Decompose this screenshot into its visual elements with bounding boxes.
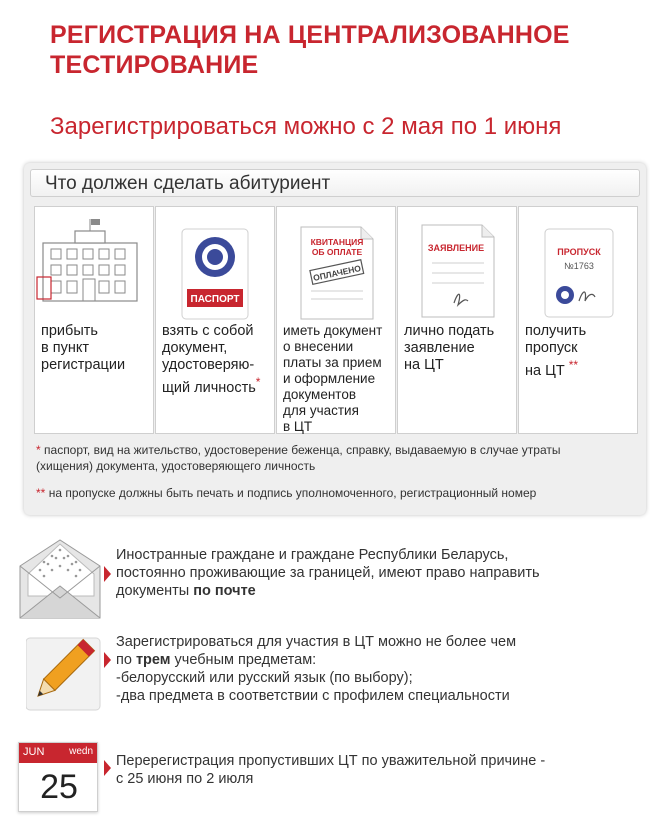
svg-text:№1763: №1763: [564, 261, 594, 271]
step-text: взять с собой документ, удостоверяю- щий личность*: [162, 323, 261, 396]
calendar-day: 25: [40, 768, 78, 806]
calendar-icon: [18, 742, 98, 812]
svg-text:КВИТАНЦИЯ: КВИТАНЦИЯ: [310, 237, 364, 247]
steps-panel: [24, 163, 646, 515]
footnote-2: ** на пропуске должны быть печать и подпись уполномоченного, регистрационный номер: [36, 486, 537, 500]
envelope-icon: [14, 536, 106, 622]
pencil-icon: [26, 632, 106, 716]
calendar-header: JUN wedn: [19, 743, 97, 763]
step-text: иметь документ о внесении платы за прием и оформление документов для участия в ЦТ: [283, 323, 383, 434]
registration-dates: Зарегистрироваться можно с 2 мая по 1 июня: [50, 113, 562, 140]
mail-info: Иностранные граждане и граждане Республики Беларусь, постоянно проживающие за границей, имеют право направить документы по почте: [116, 547, 540, 599]
footnote-mark: *: [255, 375, 261, 389]
chevron-right-icon: [104, 652, 111, 668]
receipt-icon: [277, 223, 397, 323]
step-text: получить пропуск на ЦТ **: [525, 323, 587, 379]
pass-icon: [519, 227, 639, 327]
reregistration-info: Перерегистрация пропустивших ЦТ по уважительной причине - с 25 июня по 2 июля: [116, 753, 546, 787]
application-icon: [398, 221, 518, 321]
step-arrive: [34, 206, 154, 434]
passport-label: ПАСПОРТ: [190, 294, 240, 305]
passport-icon: [156, 227, 276, 327]
panel-heading: Что должен сделать абитуриент: [30, 169, 640, 197]
footnote-mark: **: [568, 358, 579, 372]
chevron-right-icon: [104, 760, 111, 776]
step-payment: [276, 206, 396, 434]
subjects-info: Зарегистрироваться для участия в ЦТ можно не более чем по трем учебным предметам: -белорусский или русский язык (по выбору); -два предмета в соответствии с профилем специальности: [116, 634, 517, 704]
svg-text:ЗАЯВЛЕНИЕ: ЗАЯВЛЕНИЕ: [427, 243, 485, 253]
step-text: лично подать заявление на ЦТ: [404, 323, 495, 373]
building-icon: [35, 217, 155, 307]
step-pass: [518, 206, 638, 434]
paid-stamp: ОПЛАЧЕНО: [312, 263, 362, 283]
step-passport: [155, 206, 275, 434]
page-title: РЕГИСТРАЦИЯ НА ЦЕНТРАЛИЗОВАННОЕ ТЕСТИРОВАНИЕ: [50, 21, 570, 79]
step-text: прибыть в пункт регистрации: [41, 323, 126, 373]
svg-text:ПРОПУСК: ПРОПУСК: [557, 247, 601, 257]
footnote-1: * паспорт, вид на жительство, удостоверение беженца, справку, выдаваемую в случае утраты (хищения) документа, удостоверяющего личность: [36, 443, 561, 473]
svg-text:ОБ ОПЛАТЕ: ОБ ОПЛАТЕ: [311, 247, 363, 257]
chevron-right-icon: [104, 566, 111, 582]
step-application: [397, 206, 517, 434]
